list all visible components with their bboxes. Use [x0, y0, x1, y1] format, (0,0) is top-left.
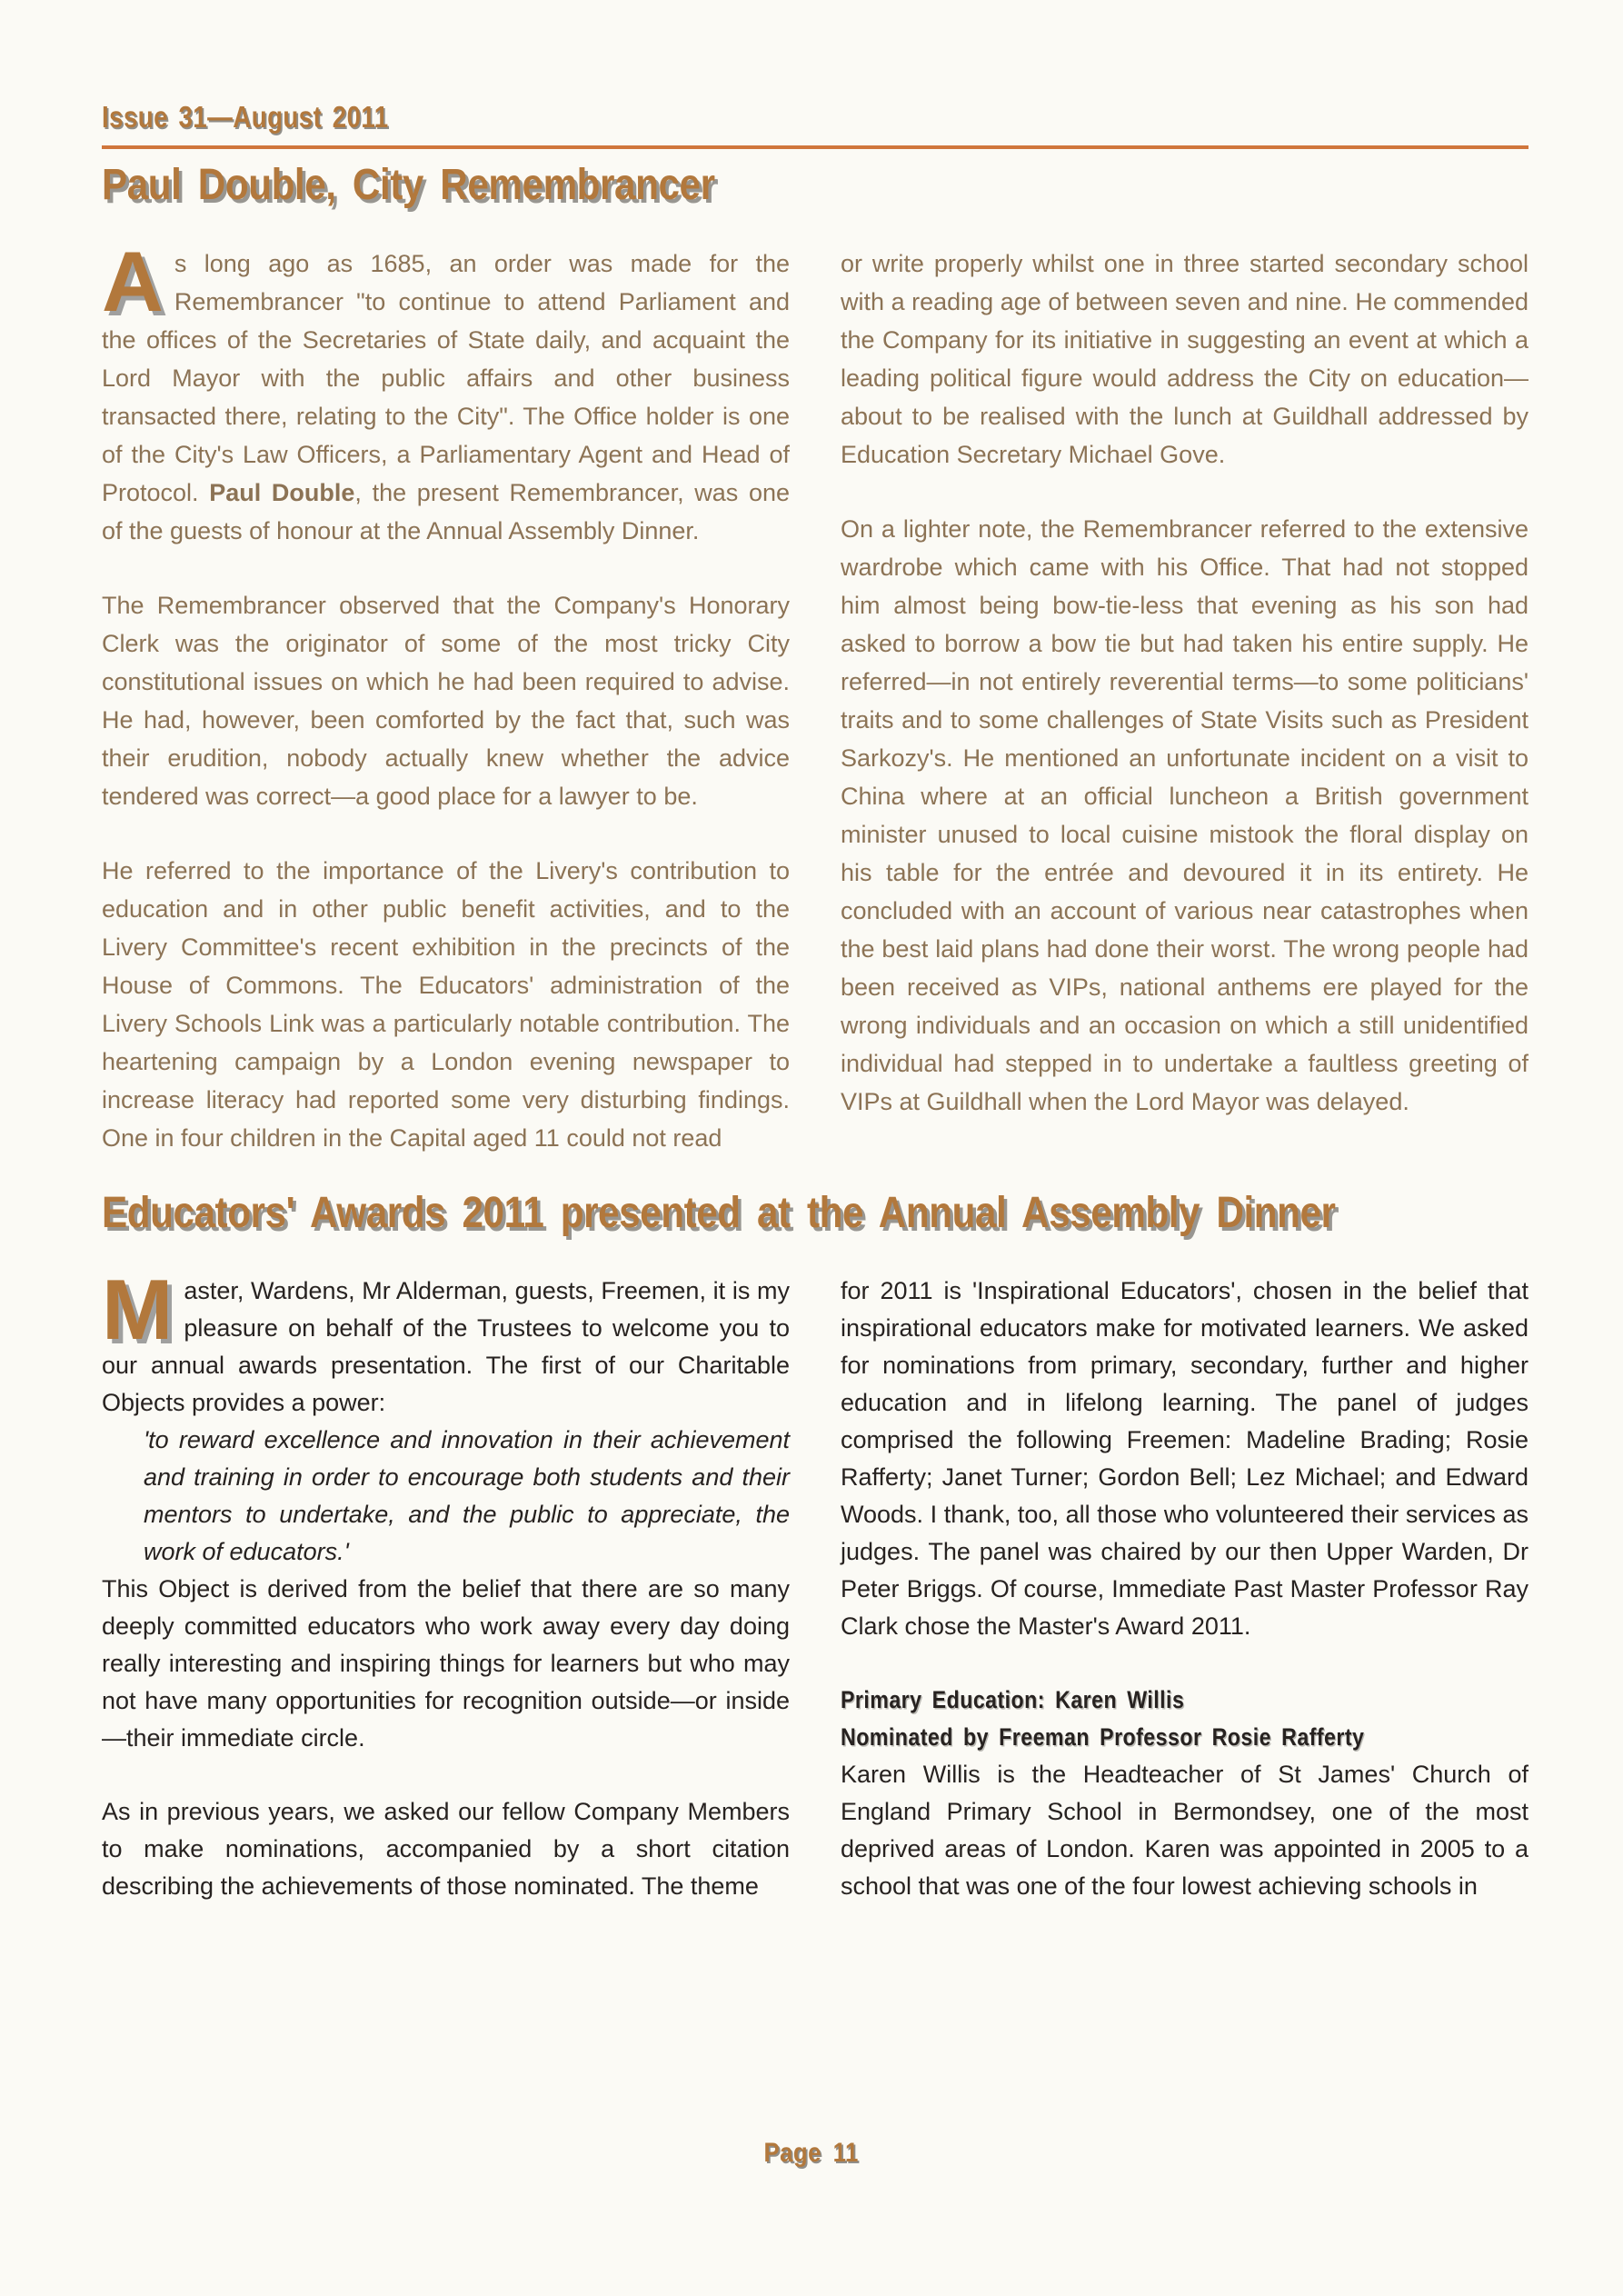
article1-title: Paul Double, City Remembrancer [102, 161, 715, 209]
article1-right-column [841, 245, 1528, 1157]
paragraph-text: s long ago as 1685, an order was made for the Remembrancer "to continue to attend Parliament and the offices of the Secretaries of State daily, and acquaint the Lord Mayor with the public affairs and other business transacted there, relating to the City". The Office holder is one of the City's Law Officers, a Parliamentary Agent and Head of Protocol. [102, 250, 790, 507]
article2-columns [102, 1262, 1528, 1905]
article1-paragraph-4: or write properly whilst one in three started secondary school with a reading age of between seven and nine. He commended the Company for its initiative in suggesting an event at which a leading political figure would address the City on education—about to be realised with the lunch at Guildhall addressed by Education Secretary Michael Gove. [841, 250, 1528, 469]
article1-paragraph-5: On a lighter note, the Remembrancer referred to the extensive wardrobe which came with his Office. That had not stopped him almost being bow-tie-less that evening as his son had asked to borrow a bow tie but had taken his entire supply. He referred—in not entirely reverential terms—to some politicians' traits and to some challenges of State Visits such as President Sarkozy's. He mentioned an unfortunate incident on a visit to China where at an official luncheon a British government minister unused to local cuisine mistook the floral display on his table for the entrée and devoured it in its entirety. He concluded with an account of various near catastrophes when the best laid plans had done their worst. The wrong people had been received as VIPs, national anthems ere played for the wrong individuals and an occasion on which a still unidentified individual had stepped in to undertake a faultless greeting of VIPs at Guildhall when the Lord Mayor was delayed. [841, 515, 1528, 1116]
article2-paragraph-5: Karen Willis is the Headteacher of St James' Church of England Primary School in Bermondsey, one of the most deprived areas of London. Karen was appointed in 2005 to a school that was one of the four lowest achieving schools in [841, 1761, 1528, 1901]
page-number [0, 2138, 1623, 2169]
paragraph-text: aster, Wardens, Mr Alderman, guests, Freemen, it is my pleasure on behalf of the Trustees to welcome you to our annual awards presentation. The first of our Charitable Objects provides a power: [102, 1277, 790, 1417]
article2-left-column [102, 1262, 790, 1905]
person-name-bold: Paul Double [209, 479, 355, 507]
issue-header [102, 102, 1528, 132]
dropcap-a: A [102, 234, 164, 330]
dropcap-m: M [102, 1262, 174, 1358]
article1-paragraph-3: He referred to the importance of the Livery's contribution to education and in other public benefit activities, and to the Livery Committee's recent exhibition in the precincts of the House of Commons. The Educators' administration of the Livery Schools Link was a particularly notable contribution. The heartening campaign by a London evening newspaper to increase literacy had reported some very disturbing findings. One in four children in the Capital aged 11 could not read [102, 857, 790, 1153]
header-divider-rule [102, 145, 1528, 149]
article1-left-column [102, 234, 791, 1157]
issue-label: Issue 31—August 2011 [102, 100, 389, 134]
article2-paragraph-3: As in previous years, we asked our fellow Company Members to make nominations, accompanied by a short citation describing the achievements of those nominated. The theme [102, 1798, 790, 1901]
article2-right-column [841, 1273, 1528, 1905]
article2-paragraph-4: for 2011 is 'Inspirational Educators', chosen in the belief that inspirational educators make for motivated learners. We asked for nominations from primary, secondary, further and higher education and in lifelong learning. The panel of judges comprised the following Freemen: Madeline Brading; Rosie Rafferty; Janet Turner; Gordon Bell; Lez Michael; and Edward Woods. I thank, too, all those who volunteered their services as judges. The panel was chaired by our then Upper Warden, Dr Peter Briggs. Of course, Immediate Past Master Professor Ray Clark chose the Master's Award 2011. [841, 1277, 1528, 1641]
article1-paragraph-2: The Remembrancer observed that the Company's Honorary Clerk was the originator of some of the most tricky City constitutional issues on which he had been required to advise. He had, however, been comforted by the fact that, such was their erudition, nobody actually knew whether the advice tendered was correct—a good place for a lawyer to be. [102, 592, 790, 811]
page-number-label: Page 11 [763, 2138, 860, 2168]
paragraph-text: , the present Remembrancer, was one of the guests of honour at the Annual Assembly Dinner. [102, 479, 791, 545]
article2-title: Educators' Awards 2011 presented at the Annual Assembly Dinner [102, 1189, 1336, 1238]
article1-columns [102, 234, 1528, 1157]
article2-paragraph-1 [102, 1262, 790, 1422]
subhead-nominated-by: Nominated by Freeman Professor Rosie Rafferty [841, 1723, 1365, 1752]
article2-paragraph-2: This Object is derived from the belief that there are so many deeply committed educators who work away every day doing really interesting and inspiring things for learners but who may not have many opportunities for recognition outside—or inside—their immediate circle. [102, 1575, 790, 1752]
charitable-object-quote: 'to reward excellence and innovation in their achievement and training in order to encourage both students and their mentors to undertake, and the public to appreciate, the work of educators.' [144, 1426, 790, 1566]
article1-paragraph-1 [102, 234, 791, 550]
subhead-primary-education: Primary Education: Karen Willis [841, 1686, 1185, 1714]
